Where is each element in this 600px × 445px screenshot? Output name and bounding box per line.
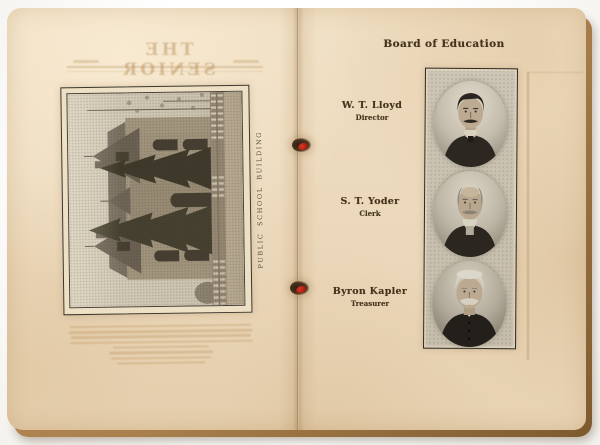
show-through-masthead: THE SENIOR	[120, 40, 216, 80]
member-lloyd	[322, 100, 422, 122]
portrait-box	[423, 68, 518, 350]
member-kapler	[315, 286, 425, 308]
member-name: Byron Kapler	[332, 286, 408, 297]
booklet-pages	[7, 8, 586, 430]
portrait-yoder	[433, 171, 508, 258]
photo-caption: PUBLIC SCHOOL BUILDING	[254, 130, 265, 269]
member-title: Treasurer	[350, 299, 390, 308]
show-through-border	[527, 72, 583, 73]
page-title: Board of Education	[383, 38, 505, 50]
member-name: S. T. Yoder	[340, 196, 400, 207]
right-page	[7, 8, 586, 430]
member-title: Director	[355, 113, 389, 122]
member-name: W. T. Lloyd	[341, 100, 403, 111]
portrait-kapler	[432, 261, 507, 348]
member-title: Clerk	[359, 209, 381, 218]
show-through-border	[527, 72, 529, 360]
member-yoder	[320, 196, 420, 218]
portrait-lloyd	[433, 81, 508, 168]
